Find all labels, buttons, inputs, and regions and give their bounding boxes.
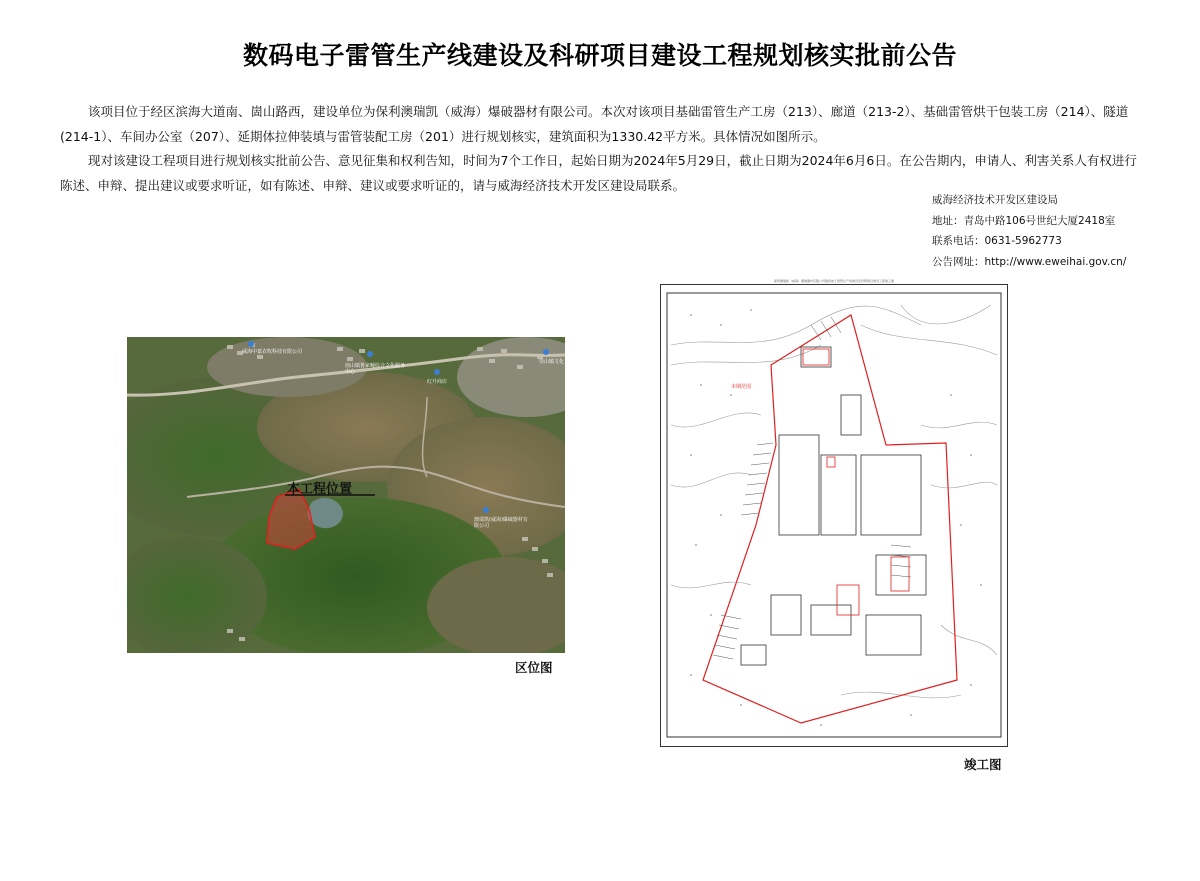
completion-drawing [660, 284, 1008, 747]
page-title: 数码电子雷管生产线建设及科研项目建设工程规划核实批前公告 [242, 41, 957, 70]
map-pin-icon [543, 349, 549, 355]
website-line[interactable]: 公告网址：http://www.eweihai.gov.cn/ [932, 255, 1127, 268]
phone-line: 联系电话：0631-5962773 [932, 235, 1062, 247]
poi-label: 红升商店 [427, 379, 448, 385]
location-map-caption: 区位图 [515, 660, 553, 675]
project-description-paragraph: 该项目位于经区滨海大道南、崮山路西，建设单位为保利澳瑞凯（威海）爆破器材有限公司。本次对该项目基础雷管生产工房（213）、廊道（213-2）、基础雷管烘干包装工房（214）、隧道(214-1）、车间办公室（207）、延期体拉伸装填与雷管装配工房（201）进行规划核实，建筑面积为1330.42平方米。具体情况如图所示。 [60, 104, 1129, 144]
completion-drawing-caption: 竣工图 [964, 757, 1002, 772]
map-pin-icon [367, 351, 373, 357]
map-pin-icon [483, 507, 489, 513]
signature-block [932, 190, 1126, 272]
plan-sheet-title: 保利澳瑞凯（威海）爆破器材有限公司数码电子雷管生产线建设及科研项目建设工程竣工图 [773, 279, 894, 283]
notice-period-paragraph: 现对该建设工程项目进行规划核实批前公告、意见征集和权利告知，时间为7个工作日，起始日期为2024年5月29日，截止日期为2024年6月6日。在公告期内，申请人、利害关系人有权进行陈述、申辩、提出建议或要求听证，如有陈述、申辩、建议或要求听证的，请与威海经济技术开发区建设局联系。 [60, 153, 1137, 193]
map-pin-icon [434, 369, 440, 375]
poi-label: 澳瑞凯(威海)爆破器材有限公司 [474, 517, 528, 529]
poi-label: 崇山镇文化 [539, 359, 565, 365]
poi-label: 威海中嘉农牧科技有限公司 [242, 349, 303, 355]
issuing-organization: 威海经济技术开发区建设局 [932, 194, 1058, 206]
location-satellite-map [127, 337, 565, 653]
address-line: 地址：青岛中路106号世纪大厦2418室 [932, 214, 1116, 227]
poi-label: 崮山镇鲁家疃综合文化服务中心 [345, 363, 406, 375]
map-pin-icon [248, 341, 254, 347]
project-location-label: 本工程位置 [287, 482, 353, 497]
plan-red-note: 本期范围 [731, 384, 752, 390]
